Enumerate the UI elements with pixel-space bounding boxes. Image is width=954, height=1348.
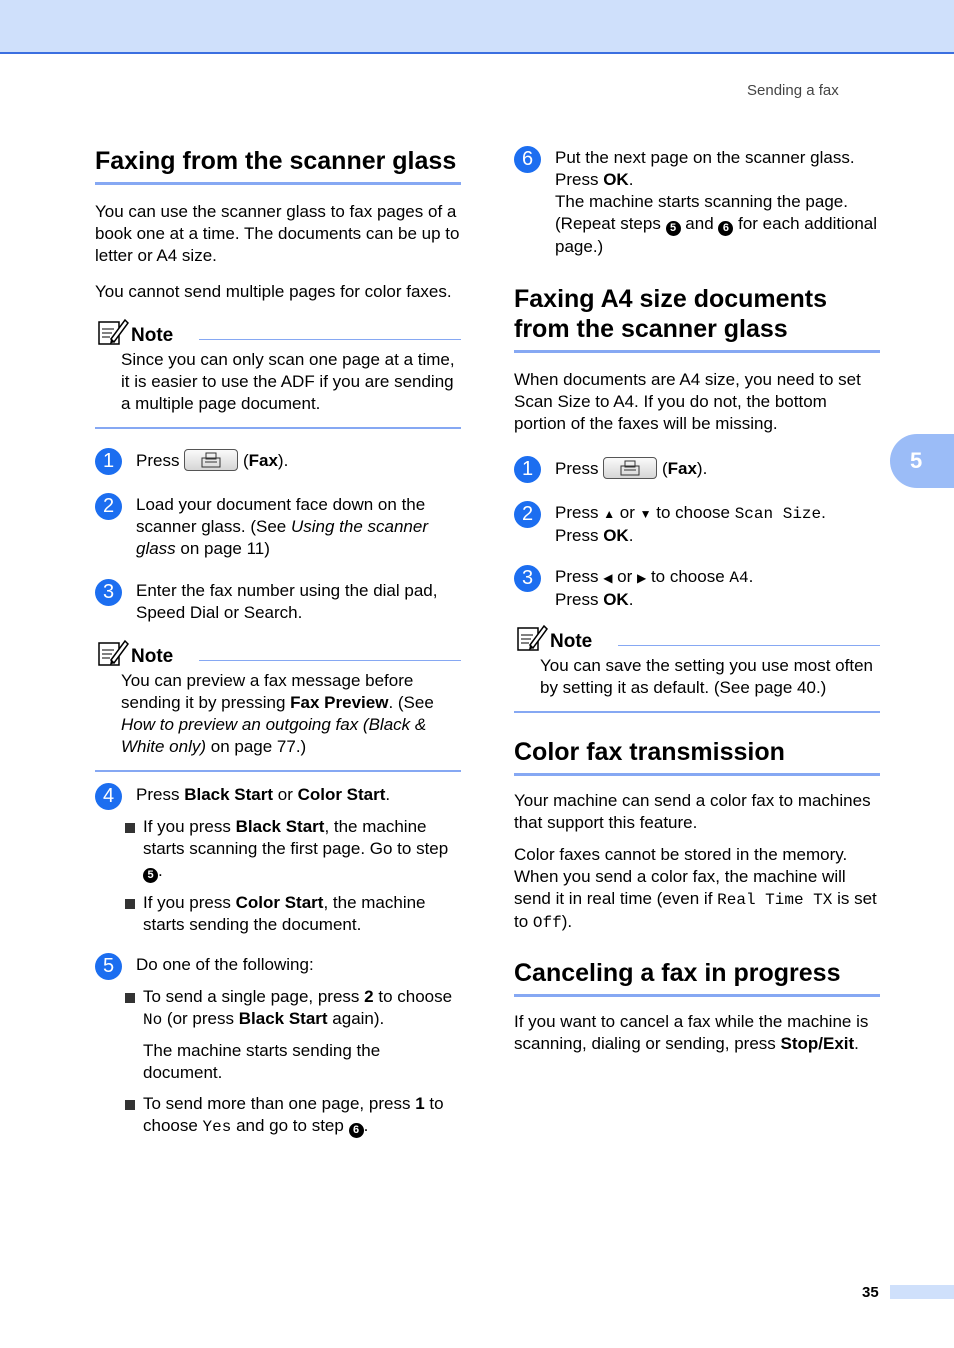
note-box (95, 317, 461, 429)
paragraph: When documents are A4 size, you need to set Scan Size to A4. If you do not, the bottom portion of the faxes will be missing. (514, 370, 861, 433)
step-number: 3 (514, 565, 541, 592)
right-arrow-icon: ▶ (636, 571, 647, 585)
step-number: 1 (95, 448, 122, 475)
step-2: 2 Load your document face down on the scanner glass. (See Using the scanner glass on page 11) (95, 494, 461, 560)
list-item: If you press Color Start, the machine starts sending the document. (121, 892, 461, 936)
step-number: 2 (514, 501, 541, 528)
list-item: To send a single page, press 2 to choose No (or press Black Start again). (121, 986, 461, 1031)
top-banner (0, 0, 954, 54)
a4-step-2: 2 Press ▲ or ▼ to choose Scan Size. Press OK. (514, 502, 880, 547)
paragraph: Color faxes cannot be stored in the memory. When you send a color fax, the machine will send it in real time (even if Real Time TX is set to Off). (514, 845, 877, 932)
step-number: 1 (514, 456, 541, 483)
running-header: Sending a fax (747, 82, 839, 99)
step-number: 2 (95, 493, 122, 520)
down-arrow-icon: ▼ (639, 507, 652, 521)
paragraph: The machine starts sending the document. (143, 1041, 381, 1082)
right-column (514, 147, 880, 1055)
note-title: Note (131, 325, 174, 346)
step-number: 4 (95, 783, 122, 810)
footer-bar (890, 1285, 954, 1299)
note-box (514, 623, 880, 713)
step-reference: 6 (718, 221, 733, 236)
paragraph: If you want to cancel a fax while the machine is scanning, dialing or sending, press Stop/Exit. (514, 1012, 869, 1053)
note-pencil-icon (97, 638, 129, 668)
note-text: You can preview a fax message before sending it by pressing Fax Preview. (See How to preview an outgoing fax (Black & White only) on page 77.) (121, 671, 434, 756)
paragraph: You can use the scanner glass to fax pages of a book one at a time. The documents can be up to letter or A4 size. (95, 202, 460, 265)
section-heading-scanner-glass: Faxing from the scanner glass (95, 146, 461, 185)
up-arrow-icon: ▲ (603, 507, 616, 521)
a4-step-3: 3 Press ◀ or ▶ to choose A4. Press OK. (514, 566, 880, 611)
note-text: You can save the setting you use most often by setting it as default. (See page 40.) (540, 656, 873, 697)
fax-button-icon (603, 457, 657, 479)
a4-step-1: 1 Press (Fax). (514, 457, 880, 480)
step-5: 5 Do one of the following: (95, 954, 461, 976)
step-3: 3 Enter the fax number using the dial pad, Speed Dial or Search. (95, 580, 461, 624)
list-item: If you press Black Start, the machine starts scanning the first page. Go to step 5 . (121, 816, 461, 883)
fax-button-icon (184, 449, 238, 471)
note-pencil-icon (97, 317, 129, 347)
list-item: To send more than one page, press 1 to choose Yes and go to step 6 . (121, 1093, 461, 1138)
step-number: 5 (95, 953, 122, 980)
cross-reference: Using the scanner glass (136, 517, 428, 558)
step-reference: 5 (143, 868, 158, 883)
note-title: Note (550, 631, 593, 652)
step-4: 4 Press Black Start or Color Start. (95, 784, 461, 806)
note-text: Since you can only scan one page at a time, it is easier to use the ADF if you are sending a multiple page document. (121, 350, 455, 413)
section-heading-color-fax: Color fax transmission (514, 737, 880, 776)
paragraph: Your machine can send a color fax to machines that support this feature. (514, 791, 871, 832)
step-reference: 6 (349, 1123, 364, 1138)
note-title: Note (131, 646, 174, 667)
step-number: 3 (95, 579, 122, 606)
note-box (95, 638, 461, 772)
page-number: 35 (862, 1284, 879, 1301)
step-6: 6 Put the next page on the scanner glass. Press OK. The machine starts scanning the page. (Repeat steps 5 and 6 for each additional page.) (514, 147, 880, 258)
chapter-tab: 5 (890, 434, 954, 488)
note-pencil-icon (516, 623, 548, 653)
step-reference: 5 (666, 221, 681, 236)
left-column (95, 146, 461, 1138)
step-number: 6 (514, 146, 541, 173)
left-arrow-icon: ◀ (603, 571, 613, 585)
section-heading-canceling: Canceling a fax in progress (514, 958, 880, 997)
step-1: 1 Press (Fax). (95, 449, 461, 472)
paragraph: You cannot send multiple pages for color faxes. (95, 282, 452, 301)
section-heading-a4: Faxing A4 size documents from the scanner glass (514, 284, 880, 353)
